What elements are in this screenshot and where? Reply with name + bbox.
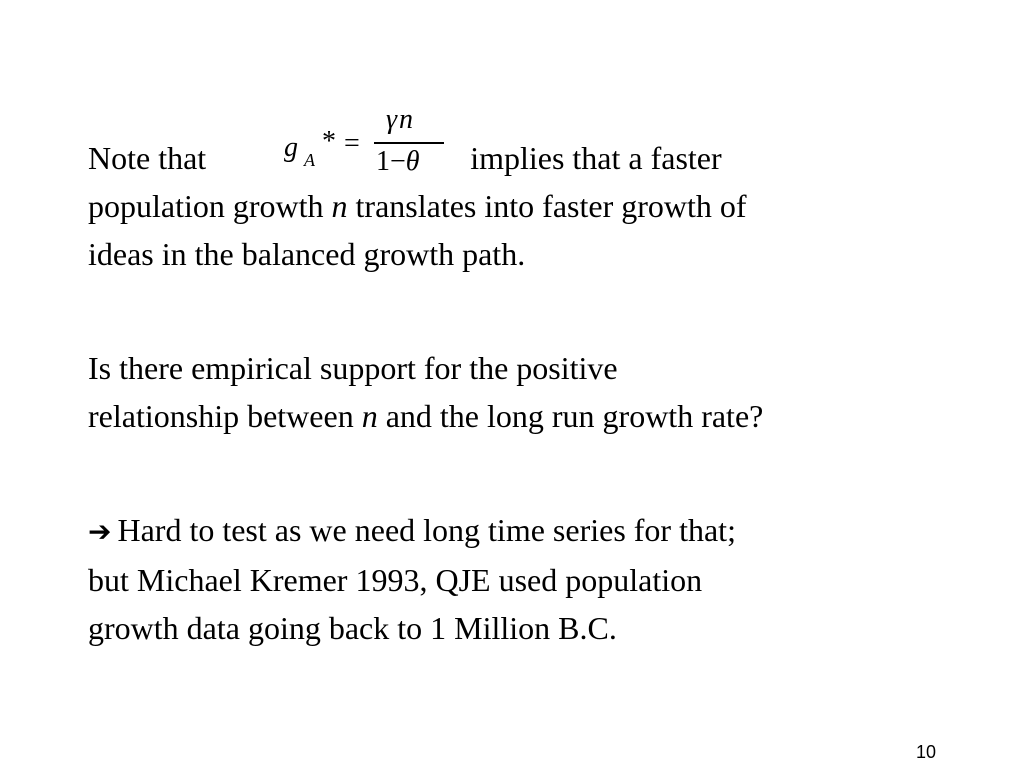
paragraph-empirical-question <box>88 344 968 440</box>
p1-lead: Note that <box>88 140 207 176</box>
eq-g-symbol: g <box>284 132 298 163</box>
p1-variable-n: n <box>331 188 348 224</box>
p1-line2-b: translates into faster growth of <box>347 188 747 224</box>
p3-line1: Hard to test as we need long time series for that; <box>117 512 736 548</box>
p2-variable-n: n <box>361 398 378 434</box>
p1-line2-a: population growth <box>88 188 332 224</box>
paragraph-population-growth <box>88 134 968 278</box>
p2-line2-b: and the long run growth rate? <box>377 398 764 434</box>
p3-line3: growth data going back to 1 Million B.C. <box>88 610 617 646</box>
p2-line2-a: relationship between <box>88 398 362 434</box>
p2-line1: Is there empirical support for the positive <box>88 350 618 386</box>
eq-numerator: γn <box>386 104 416 135</box>
page-number: 10 <box>915 742 936 762</box>
eq-equals: = <box>344 128 360 159</box>
p1-line1-rest: implies that a faster <box>470 140 722 176</box>
eq-den-one: 1 <box>376 146 390 177</box>
p1-line3: ideas in the balanced growth path. <box>88 236 526 272</box>
right-arrow-icon: ➔ <box>88 515 112 548</box>
eq-subscript: A <box>304 150 315 170</box>
paragraph-kremer-evidence <box>88 506 968 652</box>
p3-line2: but Michael Kremer 1993, QJE used population <box>88 562 703 598</box>
eq-den-minus: − <box>390 146 406 177</box>
eq-den-theta: θ <box>405 146 420 177</box>
eq-star: * <box>322 126 336 157</box>
